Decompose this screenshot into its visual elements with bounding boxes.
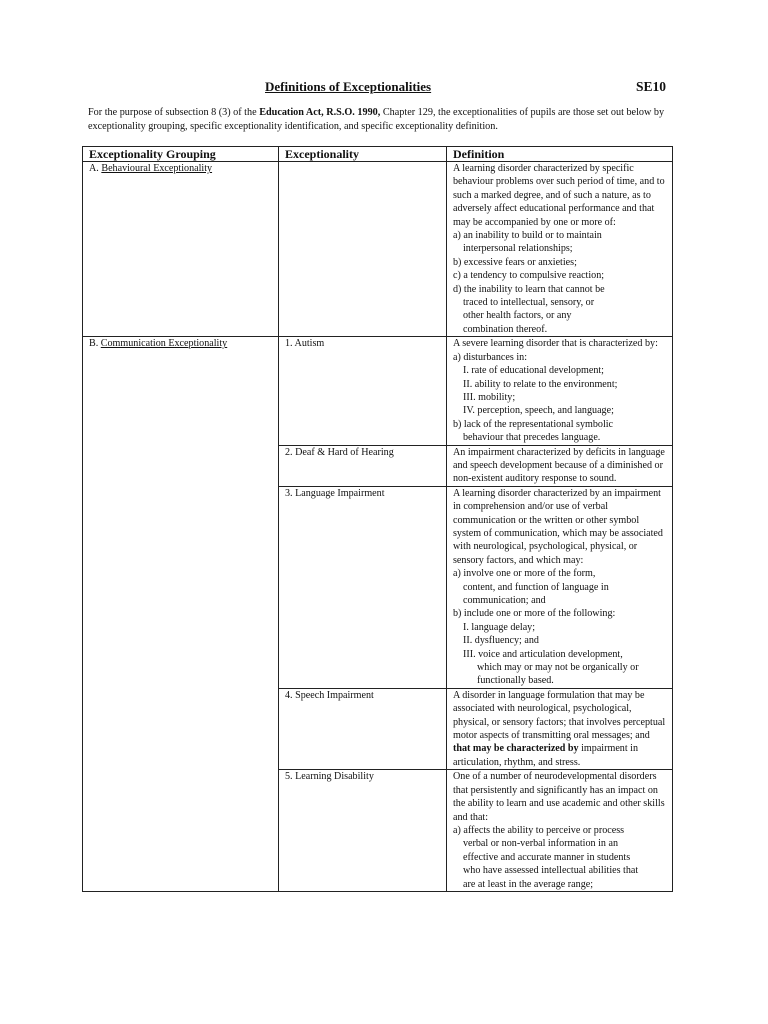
exceptionality-language: 3. Language Impairment (279, 486, 447, 688)
header-grouping: Exceptionality Grouping (83, 147, 279, 162)
definition-line: A learning disorder characterized by specific behaviour problems over such period of time, and to such a marked degree, and of such a nature, as to adversely affect educational performance and that may be accompanied by one or more of: (453, 163, 665, 228)
definition-line: A learning disorder characterized by an impairment in comprehension and/or use of verbal communication or the written or other symbol system of communication, which may be associated with neurological, psychological, physical, or sensory factors, and which may: (453, 487, 663, 566)
definition-line: functionally based. (477, 675, 554, 687)
header-exceptionality: Exceptionality (279, 147, 447, 162)
definition-line: a) involve one or more of the form, (453, 568, 596, 580)
definition-line: One of a number of neurodevelopmental disorders that persistently and significantly has an impact on the ability to learn and use academic and other skills and that: (453, 771, 665, 823)
definition-line: other health factors, or any (463, 310, 572, 322)
intro-text-1: For the purpose of subsection 8 (3) of the (88, 107, 260, 118)
table-row-autism (83, 337, 673, 445)
definition-line: IV. perception, speech, and language; (463, 405, 614, 417)
definition-cell-language (447, 486, 673, 688)
definition-line: c) a tendency to compulsive reaction; (453, 270, 605, 282)
grouping-name-b: Communication Exceptionality (100, 338, 228, 350)
speech-def-pre: A disorder in language formulation that may be associated with neurological, psychological, physical, or sensory factors; that involves perceptual motor aspects of transmitting oral messages; and (453, 689, 666, 742)
definition-line: II. ability to relate to the environment; (463, 378, 618, 390)
exceptionalities-table (82, 146, 673, 892)
definition-line: behaviour that precedes language. (463, 432, 601, 444)
speech-def-bold: that may be characterized by (453, 743, 579, 755)
document-code: SE10 (635, 79, 666, 94)
definition-cell-behavioural (447, 162, 673, 337)
definition-line: who have assessed intellectual abilities that (463, 865, 639, 877)
exceptionality-autism: 1. Autism (279, 337, 447, 445)
grouping-prefix-b: B. (89, 338, 101, 350)
definition-line: content, and function of language in (463, 581, 609, 593)
definition-line: are at least in the average range; (463, 878, 594, 890)
header-definition: Definition (447, 147, 673, 162)
definition-line: A severe learning disorder that is characterized by: (453, 338, 658, 350)
title-row (82, 79, 672, 97)
exceptionality-learning: 5. Learning Disability (279, 770, 447, 892)
definition-line: a) affects the ability to perceive or process (453, 824, 625, 836)
definition-line: II. dysfluency; and (463, 635, 539, 647)
intro-text-2: Chapter 129, the exceptionalities of pupils are those set out below by exceptionality grouping, specific exceptionality identification, and specific exceptionality definition. (88, 107, 665, 132)
definition-line: interpersonal relationships; (463, 243, 573, 255)
definition-line: I. language delay; (463, 621, 536, 633)
definition-line: b) excessive fears or anxieties; (453, 256, 577, 268)
definition-line: a) disturbances in: (453, 351, 527, 363)
definition-line: III. voice and articulation development, (463, 648, 623, 660)
exceptionality-cell-empty (279, 162, 447, 337)
definition-line: a) an inability to build or to maintain (453, 230, 602, 242)
definition-line: effective and accurate manner in students (463, 851, 631, 863)
act-name: Education Act, R.S.O. 1990, (259, 107, 381, 118)
table-header-row (83, 147, 673, 162)
definition-line: which may or may not be organically or (477, 662, 639, 674)
definition-cell-autism (447, 337, 673, 445)
definition-line: b) lack of the representational symbolic (453, 418, 614, 430)
intro-paragraph (88, 106, 673, 133)
grouping-cell-b (83, 337, 279, 892)
grouping-cell-a (83, 162, 279, 337)
definition-line: III. mobility; (463, 391, 516, 403)
definition-line: b) include one or more of the following: (453, 608, 616, 620)
table-row-behavioural (83, 162, 673, 337)
definition-line: traced to intellectual, sensory, or (463, 297, 595, 309)
definition-cell-learning (447, 770, 673, 892)
grouping-name-a: Behavioural Exceptionality (101, 163, 213, 174)
definition-line: verbal or non-verbal information in an (463, 838, 618, 850)
definition-line: d) the inability to learn that cannot be (453, 283, 605, 295)
definition-cell-deaf (447, 445, 673, 486)
exceptionality-speech: 4. Speech Impairment (279, 688, 447, 769)
exceptionality-deaf: 2. Deaf & Hard of Hearing (279, 445, 447, 486)
definition-line: communication; and (463, 595, 546, 606)
definition-line: An impairment characterized by deficits in language and speech development because of a diminished or non-existent auditory response to sound. (453, 446, 665, 485)
definition-cell-speech (447, 688, 673, 769)
definition-line: combination thereof. (463, 323, 548, 335)
definition-line: I. rate of educational development; (463, 365, 604, 377)
grouping-prefix-a: A. (89, 163, 102, 174)
page-title: Definitions of Exceptionalities (265, 79, 432, 94)
speech-def-post: impairment in articulation, rhythm, and stress. (453, 743, 639, 768)
